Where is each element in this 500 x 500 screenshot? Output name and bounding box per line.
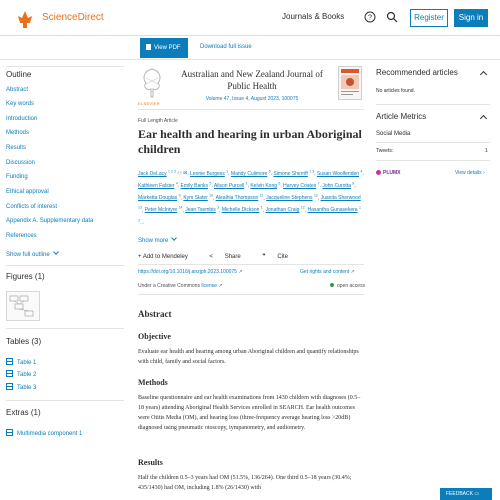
elsevier-tree-icon[interactable] xyxy=(138,66,166,102)
recommended-heading: Recommended articles xyxy=(376,68,458,77)
author-link[interactable] xyxy=(181,183,212,189)
show-full-outline-button[interactable] xyxy=(6,250,58,258)
share-icon: < xyxy=(209,254,215,260)
author-affiliation: 10 xyxy=(209,193,214,198)
author-name: Juanita Sherwood xyxy=(320,195,361,202)
table-3-link[interactable] xyxy=(6,383,36,391)
tables-heading: Tables (3) xyxy=(6,337,42,346)
authors-more: ... xyxy=(139,219,145,226)
plumx-icon xyxy=(376,170,381,175)
rights-link[interactable] xyxy=(300,269,355,275)
divider xyxy=(138,109,364,110)
author-affiliation: 5 xyxy=(268,169,271,173)
license-prefix: Under a Creative Commons xyxy=(138,283,200,289)
author-affiliation: 1 2 3 xyxy=(168,169,176,173)
share-button[interactable] xyxy=(210,254,251,260)
author-affiliation: 1 xyxy=(226,169,229,173)
author-name: Emily Banks xyxy=(180,182,209,189)
divider xyxy=(6,328,124,329)
recommended-empty: No articles found. xyxy=(376,88,415,94)
feedback-button[interactable] xyxy=(440,488,492,500)
add-mendeley-button[interactable]: + Add to Mendeley xyxy=(138,254,188,260)
outline-item-abstract[interactable]: Abstract xyxy=(6,87,29,93)
social-media-label: Social Media xyxy=(376,131,411,137)
chevron-down-icon xyxy=(172,235,178,241)
figures-heading: Figures (1) xyxy=(6,272,45,281)
elsevier-logo-icon[interactable] xyxy=(10,9,40,29)
journal-volume-link[interactable]: Volume 47, Issue 4, August 2023, 100075 xyxy=(205,96,299,102)
author-link[interactable] xyxy=(266,207,305,213)
outline-item-key-words[interactable]: Key words xyxy=(6,101,35,107)
outline-item-conflicts[interactable]: Conflicts of interest xyxy=(6,204,58,210)
objective-text: Evaluate ear health and hearing among urban Aboriginal children and quantify relationships with child, family and social factors. xyxy=(138,349,359,365)
outline-item-discussion[interactable]: Discussion xyxy=(6,160,36,166)
author-name: Kym Slater xyxy=(183,195,208,202)
table-1-link[interactable] xyxy=(6,358,36,366)
author-name: Kathleen Falster xyxy=(138,182,175,189)
multimedia-label: Multimedia component 1 xyxy=(17,431,83,437)
author-link[interactable] xyxy=(273,171,314,177)
license-link[interactable]: license xyxy=(201,283,217,289)
author-link[interactable] xyxy=(190,171,228,177)
outline-item-introduction[interactable]: Introduction xyxy=(6,116,38,122)
author-link[interactable] xyxy=(138,195,181,201)
author-affiliation: 13 xyxy=(138,205,142,210)
pdf-icon xyxy=(146,44,151,50)
author-name: Michelle Dickson xyxy=(221,207,260,214)
author-link[interactable] xyxy=(138,171,176,177)
author-link[interactable] xyxy=(183,195,213,201)
author-affiliation: 14 xyxy=(178,205,183,210)
doi-link[interactable] xyxy=(138,269,243,275)
feedback-label: FEEDBACK xyxy=(446,491,473,497)
chat-icon: ▭ xyxy=(474,491,480,497)
add-mendeley-label: Add to Mendeley xyxy=(142,254,188,260)
outline-item-results[interactable]: Results xyxy=(6,145,27,151)
results-heading: Results xyxy=(138,458,163,467)
author-link[interactable] xyxy=(214,183,248,189)
author-link[interactable] xyxy=(317,171,363,177)
article-title: Ear health and hearing in urban Aboriginal children xyxy=(138,127,362,156)
author-name: Jonathan Craig xyxy=(265,207,300,214)
author-affiliation: 8 xyxy=(352,181,355,186)
show-more-label: Show more xyxy=(138,238,169,244)
author-link[interactable] xyxy=(231,171,271,177)
author-affiliation: 7 xyxy=(317,181,320,186)
table-icon xyxy=(6,383,13,390)
author-affiliation: 1 2 xyxy=(138,205,361,222)
rights-label: Get rights and content xyxy=(300,269,350,275)
methods-heading: Methods xyxy=(138,378,168,387)
plumx-label: PLUMX xyxy=(383,170,401,176)
author-affiliation: 4 xyxy=(360,169,363,173)
search-icon[interactable] xyxy=(386,11,398,23)
metrics-heading: Article Metrics xyxy=(376,112,427,121)
author-link[interactable] xyxy=(145,207,183,213)
view-pdf-label: View PDF xyxy=(154,45,181,51)
author-link[interactable] xyxy=(138,183,178,189)
author-affiliation: 5 xyxy=(209,181,212,186)
author-link[interactable] xyxy=(216,195,264,201)
author-affiliation: 4 xyxy=(175,181,178,186)
view-details-label: View details xyxy=(455,170,482,176)
abstract-heading: Abstract xyxy=(138,309,172,319)
file-icon xyxy=(6,429,13,436)
plumx-logo[interactable] xyxy=(376,170,401,176)
author-name: Mandy Culimore xyxy=(230,170,268,177)
open-access-label: open access xyxy=(337,283,366,289)
external-link-icon: ↗ xyxy=(238,269,243,275)
cite-button[interactable] xyxy=(262,254,298,260)
journal-cover-image[interactable] xyxy=(338,66,362,100)
table-2-link[interactable] xyxy=(6,370,36,378)
multimedia-component-link[interactable] xyxy=(6,429,82,437)
chevron-down-icon xyxy=(53,249,59,255)
journal-title[interactable]: Australian and New Zealand Journal of Public Health xyxy=(181,69,323,91)
outline-item-ethical-approval[interactable]: Ethical approval xyxy=(6,189,49,195)
divider xyxy=(6,400,124,401)
brand-name[interactable]: ScienceDirect xyxy=(42,12,104,23)
divider xyxy=(6,265,124,266)
divider xyxy=(138,264,364,265)
author-affiliation: 1 3 xyxy=(309,169,315,173)
external-link-icon: ↗ xyxy=(350,269,355,275)
table-label: Table 1 xyxy=(17,360,37,366)
author-affiliation: 1 xyxy=(245,181,248,186)
author-name: Jacqueline Stephens xyxy=(266,195,313,202)
author-name: John Curotta xyxy=(322,182,351,189)
author-name: Peter McIntyre xyxy=(144,207,178,214)
article-type: Full Length Article xyxy=(138,118,178,124)
author-link[interactable] xyxy=(283,183,319,189)
cover-art-icon xyxy=(339,67,361,99)
doi-label: https://doi.org/10.1016/j.anzjph.2023.100075 xyxy=(138,269,237,275)
chevron-right-icon: › xyxy=(482,170,485,176)
tweets-value: 1 xyxy=(485,148,488,154)
quote-icon: ❞ xyxy=(262,254,268,260)
author-name: Kelvin Kong xyxy=(250,182,278,189)
author-name: Marketta Douglas xyxy=(138,195,178,202)
author-name: Alison Purcell xyxy=(213,182,245,189)
author-list: Jack DeLacy $^{1 2 3}$ ⚇ ✉, Leonie Burgess $^1$, Mandy Culimore $^5$, Simone Sherriff $^{1 3}$, Susan Woolfenden $^4$, Kathleen Falster $^4$, Emily Banks $^5$, Alison Purcell $^1$, Kelvin Kong $^6$, Harvey Coates $^7$, John Curotta $^8$, Marketta Douglas $^9$, Kym Slater $^{10}$, Alealhia Thompson $^{11}$, Jacqueline Stephens $^{12}$, Juanita Sherwood $^{13}$, Peter McIntyre $^{14}$, Jean Tsembis $^3$, Michelle Dickson $^1$, Jonathan Craig $^{12}$, Hasantha Gunasekera $^{1 2}$... xyxy=(138,169,364,226)
figure-preview-icon xyxy=(7,292,39,320)
view-details-link[interactable] xyxy=(455,170,485,176)
external-link-icon: ↗ xyxy=(218,283,223,289)
outline-item-appendix[interactable]: Appendix A. Supplementary data xyxy=(6,218,94,224)
divider xyxy=(138,294,364,295)
pdf-toolbar xyxy=(0,36,500,60)
svg-text:?: ? xyxy=(368,14,372,22)
show-full-outline-label: Show full outline xyxy=(6,252,50,258)
author-link[interactable] xyxy=(185,207,219,213)
divider xyxy=(376,104,490,105)
author-link[interactable] xyxy=(322,183,354,189)
outline-item-references[interactable]: References xyxy=(6,233,37,239)
objective-heading: Objective xyxy=(138,332,171,341)
author-name: Harvey Coates xyxy=(283,182,317,189)
author-name: Hasantha Gunasekera xyxy=(307,207,358,214)
top-header xyxy=(0,0,500,36)
figure-thumbnail[interactable] xyxy=(6,291,40,321)
help-icon[interactable] xyxy=(364,11,376,23)
view-pdf-button[interactable] xyxy=(140,38,188,58)
table-icon xyxy=(6,370,13,377)
article-actions xyxy=(138,253,308,260)
author-name: Alealhia Thompson xyxy=(215,195,259,202)
tweets-label: Tweets: xyxy=(376,148,394,154)
author-link[interactable] xyxy=(266,195,318,201)
collapse-metrics-icon[interactable] xyxy=(480,115,487,122)
left-sidebar xyxy=(0,60,130,500)
author-affiliation: 12 xyxy=(300,205,305,210)
open-access-icon xyxy=(330,283,334,287)
collapse-recommended-icon[interactable] xyxy=(480,71,487,78)
table-label: Table 2 xyxy=(17,372,37,378)
table-icon xyxy=(6,358,13,365)
author-link[interactable] xyxy=(250,183,280,189)
divider xyxy=(376,142,490,143)
author-affiliation: 1 xyxy=(260,205,263,210)
author-affiliation: 3 xyxy=(217,205,220,210)
methods-text: Baseline questionnaire and ear health examinations from 1430 children with diagnoses (0.5–18 years) attending Aboriginal Health Services enrolled in SEARCH. Ear health outcomes were Otitis Media (OM), and hearing loss (three-frequency average hearing loss >20dB) diagnosed using pneumatic otoscopy, tympanometry, and audiometry. xyxy=(138,395,361,431)
author-link[interactable] xyxy=(222,207,263,213)
share-label: Share xyxy=(224,254,241,260)
open-access-badge xyxy=(330,283,365,289)
register-button[interactable]: Register xyxy=(410,9,448,27)
author-name: Leonie Burgess xyxy=(190,170,225,177)
author-affiliation: 9 xyxy=(178,193,181,198)
license-line xyxy=(138,283,223,289)
author-name: Jack DeLacy xyxy=(138,170,167,177)
journals-books-link[interactable]: Journals & Books xyxy=(282,12,345,21)
author-affiliation: 12 xyxy=(313,193,318,198)
author-affiliation: 11 xyxy=(259,193,264,198)
cite-label: Cite xyxy=(277,254,288,260)
publisher-label: ELSEVIER xyxy=(138,101,160,106)
author-name: Simone Sherriff xyxy=(273,170,308,177)
extras-heading: Extras (1) xyxy=(6,408,41,417)
download-full-issue-link[interactable]: Download full issue xyxy=(200,44,252,50)
outline-heading: Outline xyxy=(6,70,32,79)
divider xyxy=(376,160,490,161)
sign-in-button[interactable]: Sign in xyxy=(454,9,488,27)
author-name: Susan Woolfenden xyxy=(316,170,360,177)
divider xyxy=(6,66,124,67)
table-label: Table 3 xyxy=(17,385,37,391)
author-person-icon[interactable]: ⚇ ✉ xyxy=(175,170,188,177)
outline-item-funding[interactable]: Funding xyxy=(6,174,28,180)
show-more-button[interactable] xyxy=(138,236,176,244)
author-affiliation: 6 xyxy=(278,181,281,186)
author-name: Jean Tsembis xyxy=(185,207,216,214)
outline-item-methods[interactable]: Methods xyxy=(6,130,30,136)
results-text: Half the children 0.5–3 years had OM (51.5%, 136/264). One third 0.5–18 years (30.4%; 435/1430) had OM, including 1.8% (26/1430) with xyxy=(138,475,352,491)
